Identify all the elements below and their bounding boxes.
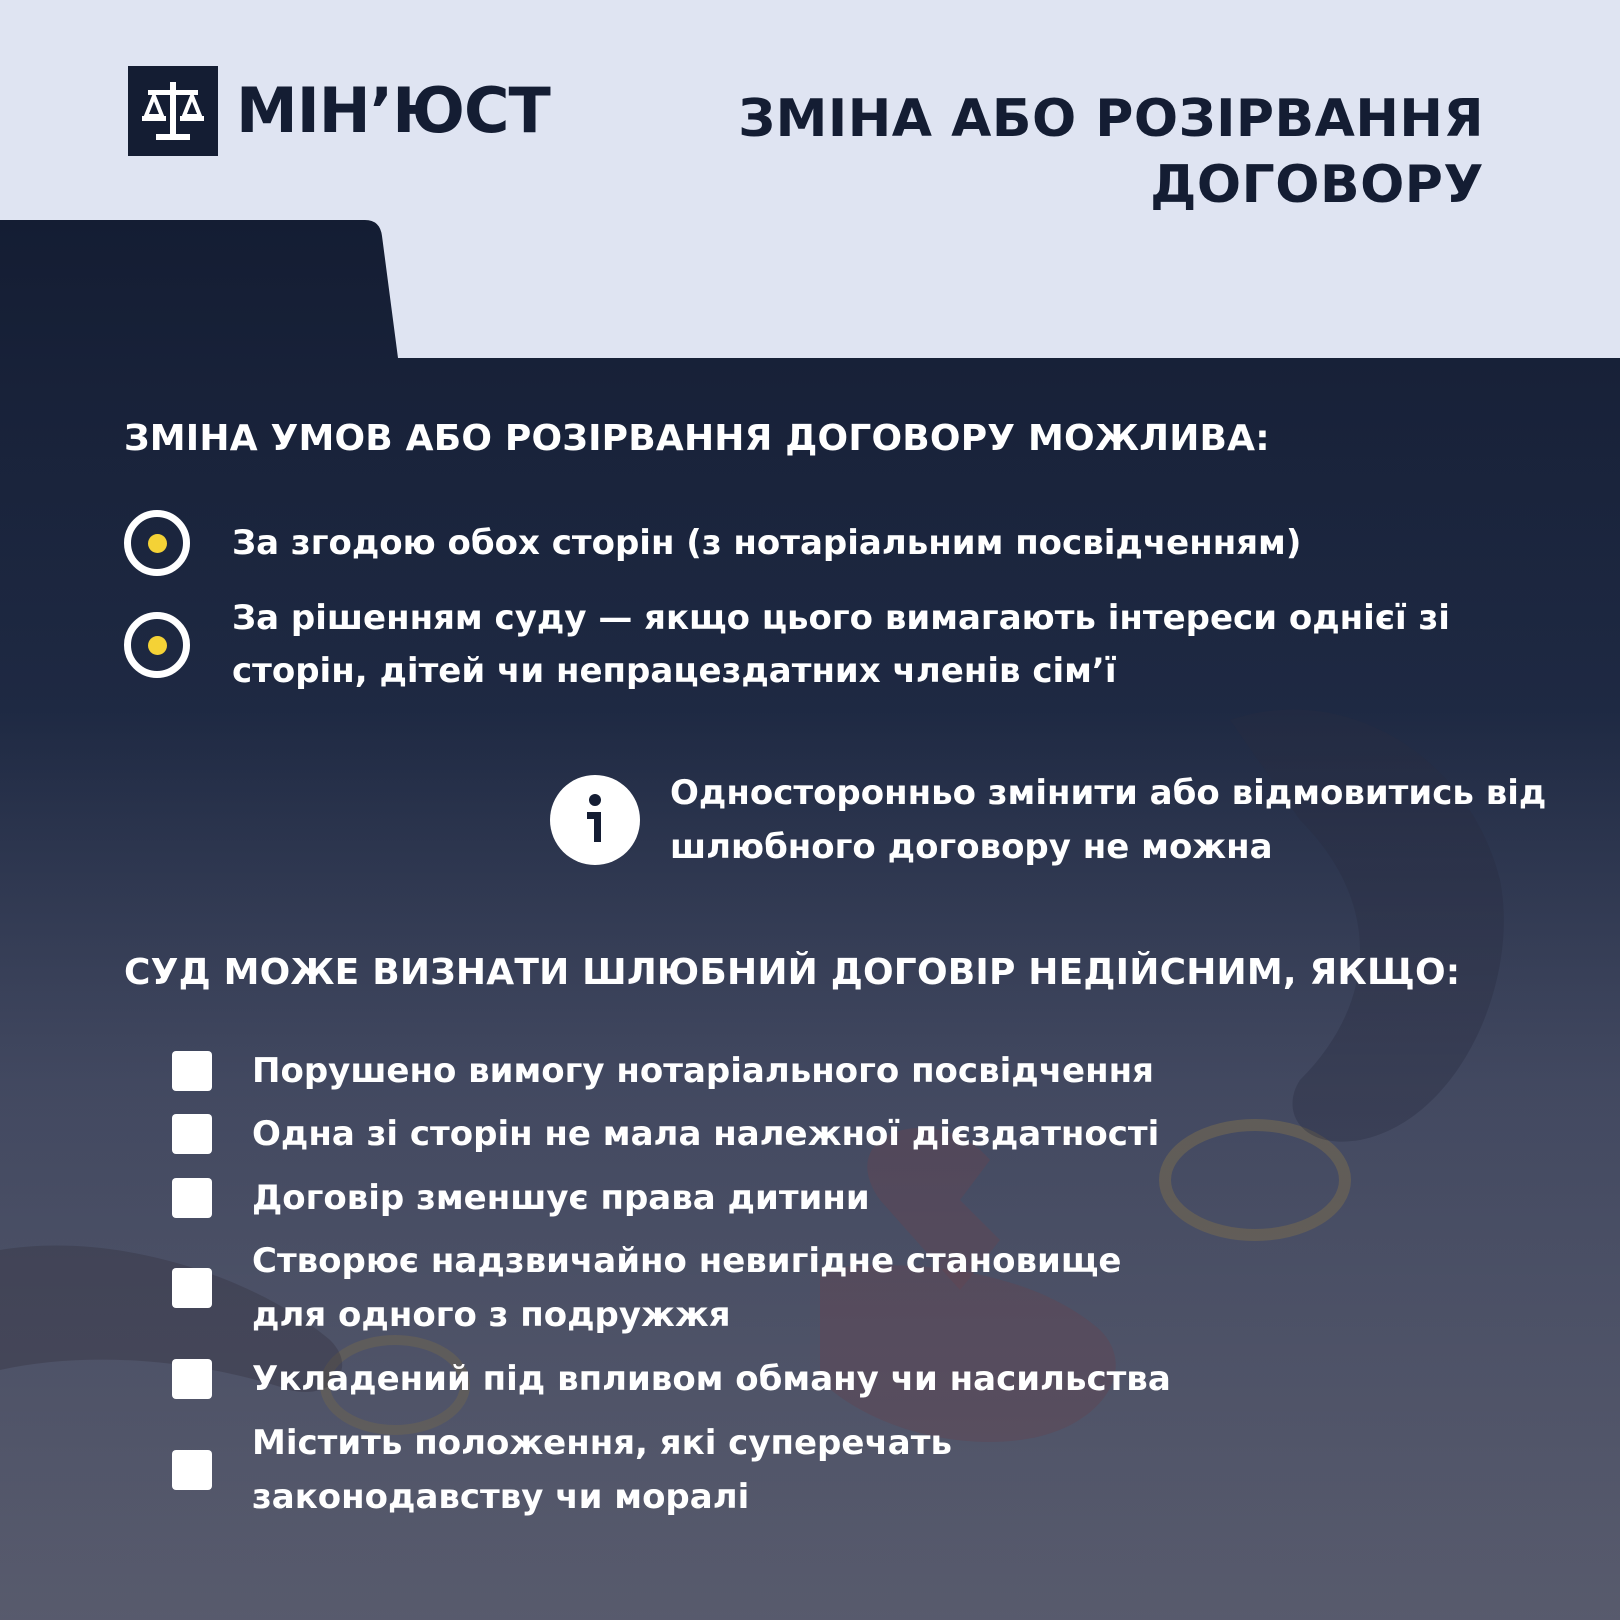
scales-icon xyxy=(128,66,218,156)
list-item xyxy=(124,592,1472,698)
list-item xyxy=(172,1234,1132,1342)
checkbox-icon xyxy=(172,1359,212,1399)
section-heading-change: ЗМІНА УМОВ АБО РОЗІРВАННЯ ДОГОВОРУ МОЖЛИВА: xyxy=(124,418,1270,459)
list-item xyxy=(172,1107,1252,1161)
page-title: ЗМІНА АБО РОЗІРВАННЯ ДОГОВОРУ xyxy=(738,89,1484,215)
list-item-text: Договір зменшує права дитини xyxy=(252,1178,870,1218)
radio-bullet-icon xyxy=(124,510,190,576)
logo xyxy=(128,66,550,156)
list-item-text: Містить положення, які суперечать законодавству чи моралі xyxy=(252,1423,952,1517)
list-item-text: Укладений під впливом обману чи насильства xyxy=(252,1359,1171,1399)
info-text: Односторонньо змінити або відмовитись від шлюбного договору не можна xyxy=(670,773,1547,867)
checkbox-icon xyxy=(172,1178,212,1218)
checkbox-icon xyxy=(172,1268,212,1308)
section-heading-invalid: СУД МОЖЕ ВИЗНАТИ ШЛЮБНИЙ ДОГОВІР НЕДІЙСНИМ, ЯКЩО: xyxy=(124,952,1461,993)
list-item-text: Створює надзвичайно невигідне становище для одного з подружжя xyxy=(252,1241,1122,1335)
list-item xyxy=(172,1044,1252,1098)
radio-bullet-icon xyxy=(124,612,190,678)
list-item xyxy=(172,1171,1252,1225)
info-note xyxy=(550,766,1550,874)
list-item-text: За рішенням суду — якщо цього вимагають інтереси однієї зі сторін, дітей чи непрацездатних членів сім’ї xyxy=(232,598,1450,691)
list-item xyxy=(124,510,1472,576)
list-item-text: За згодою обох сторін (з нотаріальним посвідченням) xyxy=(232,522,1302,563)
list-item-text: Порушено вимогу нотаріального посвідчення xyxy=(252,1051,1154,1091)
list-item-text: Одна зі сторін не мала належної дієздатності xyxy=(252,1114,1160,1154)
checkbox-icon xyxy=(172,1051,212,1091)
list-item xyxy=(172,1352,1252,1406)
info-icon xyxy=(550,775,640,865)
logo-text: МІН’ЮСТ xyxy=(236,74,550,147)
list-item xyxy=(172,1416,1012,1524)
checkbox-icon xyxy=(172,1450,212,1490)
checkbox-icon xyxy=(172,1114,212,1154)
